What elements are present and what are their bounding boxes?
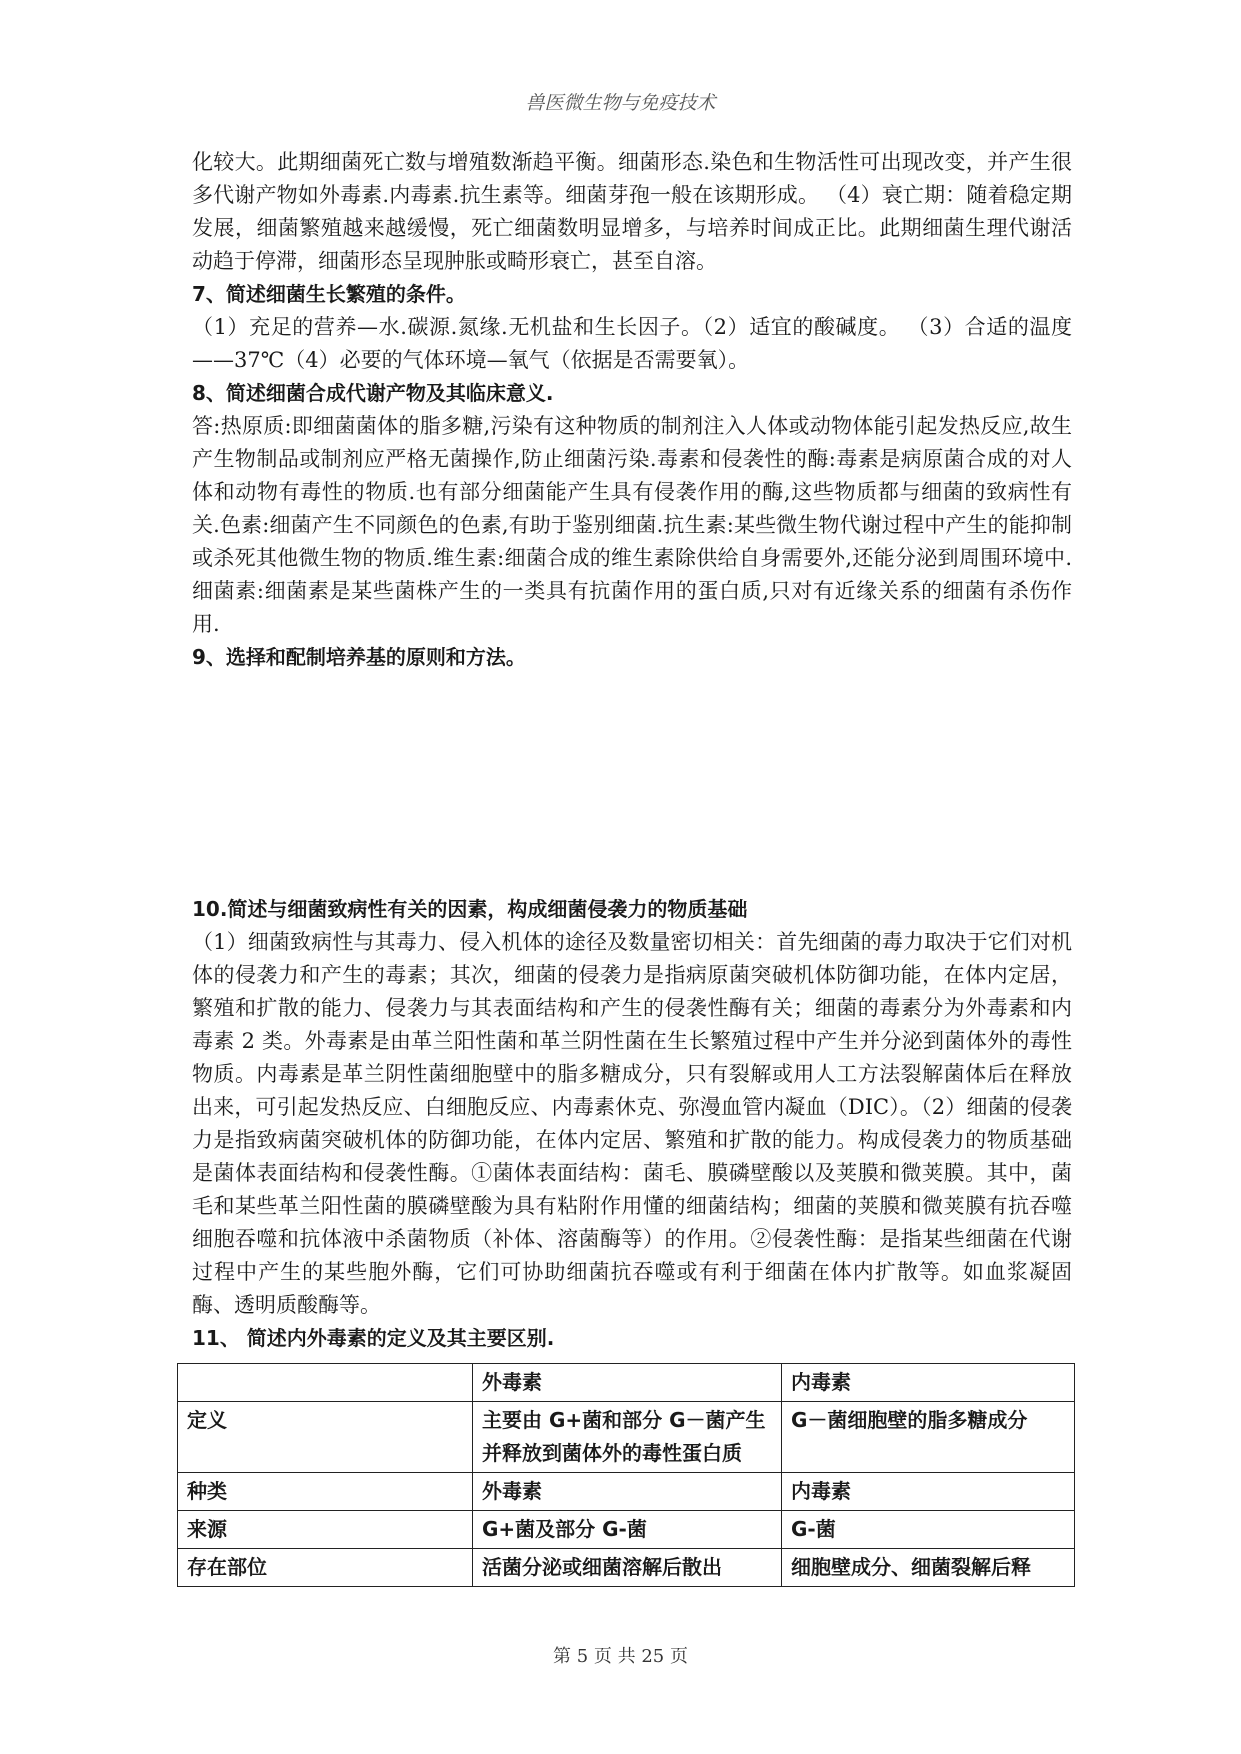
table-row	[178, 1364, 1075, 1402]
page-header: 兽医微生物与免疫技术	[525, 92, 716, 114]
question-10: 10.简述与细菌致病性有关的因素，构成细菌侵袭力的物质基础	[192, 897, 748, 921]
table-cell: G－菌细胞壁的脂多糖成分	[782, 1402, 1075, 1473]
table-cell: 活菌分泌或细菌溶解后散出	[473, 1549, 782, 1587]
table-cell: 来源	[178, 1511, 473, 1549]
answer-8: 答:热原质:即细菌菌体的脂多糖,污染有这种物质的制剂注入人体或动物体能引起发热反应,故生产生物制品或制剂应严格无菌操作,防止细菌污染.毒素和侵袭性的酶:毒素是病原菌合成的对人体和动物有毒性的物质.也有部分细菌能产生具有侵袭作用的酶,这些物质都与细菌的致病性有关.色素:细菌产生不同颜色的色素,有助于鉴别细菌.抗生素:某些微生物代谢过程中产生的能抑制或杀死其他微生物的物质.维生素:细菌合成的维生素除供给自身需要外,还能分泌到周围环境中.细菌素:细菌素是某些菌株产生的一类具有抗菌作用的蛋白质,只对有近缘关系的细菌有杀伤作用.	[192, 414, 1072, 636]
table-cell: 内毒素	[782, 1364, 1075, 1402]
question-7: 7、简述细菌生长繁殖的条件。	[192, 282, 466, 306]
table-cell	[178, 1364, 473, 1402]
question-9: 9、选择和配制培养基的原则和方法。	[192, 645, 526, 669]
table-cell: G-菌	[782, 1511, 1075, 1549]
table-cell: 内毒素	[782, 1473, 1075, 1511]
table-cell: 定义	[178, 1402, 473, 1473]
table-cell: G+菌及部分 G-菌	[473, 1511, 782, 1549]
answer-10: （1）细菌致病性与其毒力、侵入机体的途径及数量密切相关：首先细菌的毒力取决于它们对机体的侵袭力和产生的毒素；其次，细菌的侵袭力是指病原菌突破机体防御功能，在体内定居，繁殖和扩散的能力、侵袭力与其表面结构和产生的侵袭性酶有关；细菌的毒素分为外毒素和内毒素 2 类。外毒素是由革兰阳性菌和革兰阴性菌在生长繁殖过程中产生并分泌到菌体外的毒性物质。内毒素是革兰阴性菌细胞壁中的脂多糖成分，只有裂解或用人工方法裂解菌体后在释放出来，可引起发热反应、白细胞反应、内毒素休克、弥漫血管内凝血（DIC）。（2）细菌的侵袭力是指致病菌突破机体的防御功能，在体内定居、繁殖和扩散的能力。构成侵袭力的物质基础是菌体表面结构和侵袭性酶。①菌体表面结构：菌毛、膜磷壁酸以及荚膜和微荚膜。其中，菌毛和某些革兰阳性菌的膜磷壁酸为具有粘附作用懂的细菌结构；细菌的荚膜和微荚膜有抗吞噬细胞吞噬和抗体液中杀菌物质（补体、溶菌酶等）的作用。②侵袭性酶：是指某些细菌在代谢过程中产生的某些胞外酶，它们可协助细菌抗吞噬或有利于细菌在体内扩散等。如血浆凝固酶、透明质酸酶等。	[192, 930, 1072, 1317]
paragraph-continued: 化较大。此期细菌死亡数与增殖数渐趋平衡。细菌形态.染色和生物活性可出现改变，并产生很多代谢产物如外毒素.内毒素.抗生素等。细菌芽孢一般在该期形成。 （4）衰亡期：随着稳定期发展，细菌繁殖越来越缓慢，死亡细菌数明显增多，与培养时间成正比。此期细菌生理代谢活动趋于停滞，细菌形态呈现肿胀或畸形衰亡，甚至自溶。	[192, 150, 1072, 273]
table-cell: 主要由 G+菌和部分 G－菌产生并释放到菌体外的毒性蛋白质	[473, 1402, 782, 1473]
question-11: 11、 简述内外毒素的定义及其主要区别.	[192, 1326, 555, 1350]
content-top	[192, 146, 1072, 674]
table-row	[178, 1473, 1075, 1511]
question-8: 8、简述细菌合成代谢产物及其临床意义.	[192, 381, 554, 405]
content-bottom	[192, 893, 1072, 1355]
table-row	[178, 1511, 1075, 1549]
page-footer: 第 5 页 共 25 页	[553, 1646, 688, 1667]
table-cell: 外毒素	[473, 1364, 782, 1402]
table-cell: 细胞壁成分、细菌裂解后释	[782, 1549, 1075, 1587]
table-row	[178, 1402, 1075, 1473]
table-cell: 存在部位	[178, 1549, 473, 1587]
toxin-comparison-table	[177, 1363, 1075, 1587]
table-cell: 外毒素	[473, 1473, 782, 1511]
table-row	[178, 1549, 1075, 1587]
table-cell: 种类	[178, 1473, 473, 1511]
answer-7: （1）充足的营养—水.碳源.氮缘.无机盐和生长因子。（2）适宜的酸碱度。 （3）合适的温度——37℃（4）必要的气体环境—氧气（依据是否需要氧）。	[192, 315, 1072, 372]
